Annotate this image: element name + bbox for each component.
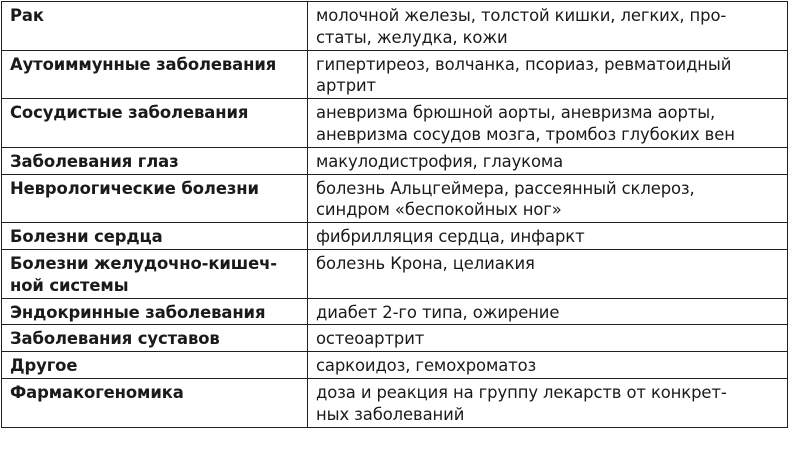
examples-text: макулодистрофия, глаукома bbox=[316, 151, 564, 171]
examples-text: фибрилляция сердца, инфаркт bbox=[316, 227, 585, 247]
category-label: Эндокринные заболевания bbox=[10, 302, 266, 322]
examples-text: саркоидоз, гемохроматоз bbox=[316, 356, 537, 376]
category-label: Аутоиммунные заболевания bbox=[10, 54, 277, 74]
examples-text: остеоартрит bbox=[316, 329, 425, 349]
examples-text: гипертиреоз, волчанка, псориаз, ревматоидный bbox=[316, 54, 732, 74]
conditions-table-body bbox=[2, 2, 788, 428]
category-label: Фармакогеномика bbox=[10, 382, 184, 402]
category-cell bbox=[2, 298, 308, 325]
examples-cell bbox=[308, 249, 788, 298]
category-cell bbox=[2, 2, 308, 51]
table-row bbox=[2, 249, 788, 298]
category-label: Заболевания суставов bbox=[10, 329, 220, 349]
category-label: Рак bbox=[10, 6, 44, 25]
category-label: Болезни сердца bbox=[10, 227, 163, 247]
table-row bbox=[2, 50, 788, 99]
category-label: Заболевания глаз bbox=[10, 151, 179, 171]
table-row bbox=[2, 325, 788, 352]
category-cell bbox=[2, 223, 308, 250]
examples-cell bbox=[308, 352, 788, 379]
examples-text: артрит bbox=[316, 76, 377, 96]
category-label: Неврологические болезни bbox=[10, 178, 259, 198]
category-label: Болезни желудочно-кишеч- bbox=[10, 253, 277, 273]
table-row bbox=[2, 2, 788, 51]
category-cell bbox=[2, 147, 308, 174]
examples-cell bbox=[308, 2, 788, 51]
examples-cell bbox=[308, 147, 788, 174]
examples-text: доза и реакция на группу лекарств от конкрет- bbox=[316, 382, 727, 402]
category-label: Сосудистые заболевания bbox=[10, 103, 249, 123]
examples-text: болезнь Альцгеймера, рассеянный склероз, bbox=[316, 178, 695, 198]
category-cell bbox=[2, 174, 308, 223]
table-row bbox=[2, 378, 788, 427]
examples-cell bbox=[308, 298, 788, 325]
category-cell bbox=[2, 352, 308, 379]
category-label: Другое bbox=[10, 356, 78, 376]
examples-cell bbox=[308, 99, 788, 148]
table-row bbox=[2, 352, 788, 379]
examples-cell bbox=[308, 325, 788, 352]
examples-text: аневризма брюшной аорты, аневризма аорты, bbox=[316, 103, 716, 123]
examples-cell bbox=[308, 174, 788, 223]
category-cell bbox=[2, 249, 308, 298]
category-cell bbox=[2, 325, 308, 352]
category-cell bbox=[2, 378, 308, 427]
category-label: ной системы bbox=[10, 275, 129, 295]
conditions-table bbox=[1, 1, 788, 428]
examples-text: диабет 2-го типа, ожирение bbox=[316, 302, 560, 322]
examples-text: статы, желудка, кожи bbox=[316, 27, 508, 47]
examples-text: молочной железы, толстой кишки, легких, про- bbox=[316, 6, 727, 25]
table-row bbox=[2, 223, 788, 250]
table-row bbox=[2, 147, 788, 174]
table-row bbox=[2, 174, 788, 223]
examples-text: синдром «беспокойных ног» bbox=[316, 200, 562, 220]
examples-text: аневризма сосудов мозга, тромбоз глубоких вен bbox=[316, 124, 735, 144]
examples-cell bbox=[308, 223, 788, 250]
table-row bbox=[2, 298, 788, 325]
category-cell bbox=[2, 99, 308, 148]
category-cell bbox=[2, 50, 308, 99]
examples-cell bbox=[308, 50, 788, 99]
examples-text: ных заболеваний bbox=[316, 404, 465, 424]
table-row bbox=[2, 99, 788, 148]
examples-cell bbox=[308, 378, 788, 427]
examples-text: болезнь Крона, целиакия bbox=[316, 253, 535, 273]
